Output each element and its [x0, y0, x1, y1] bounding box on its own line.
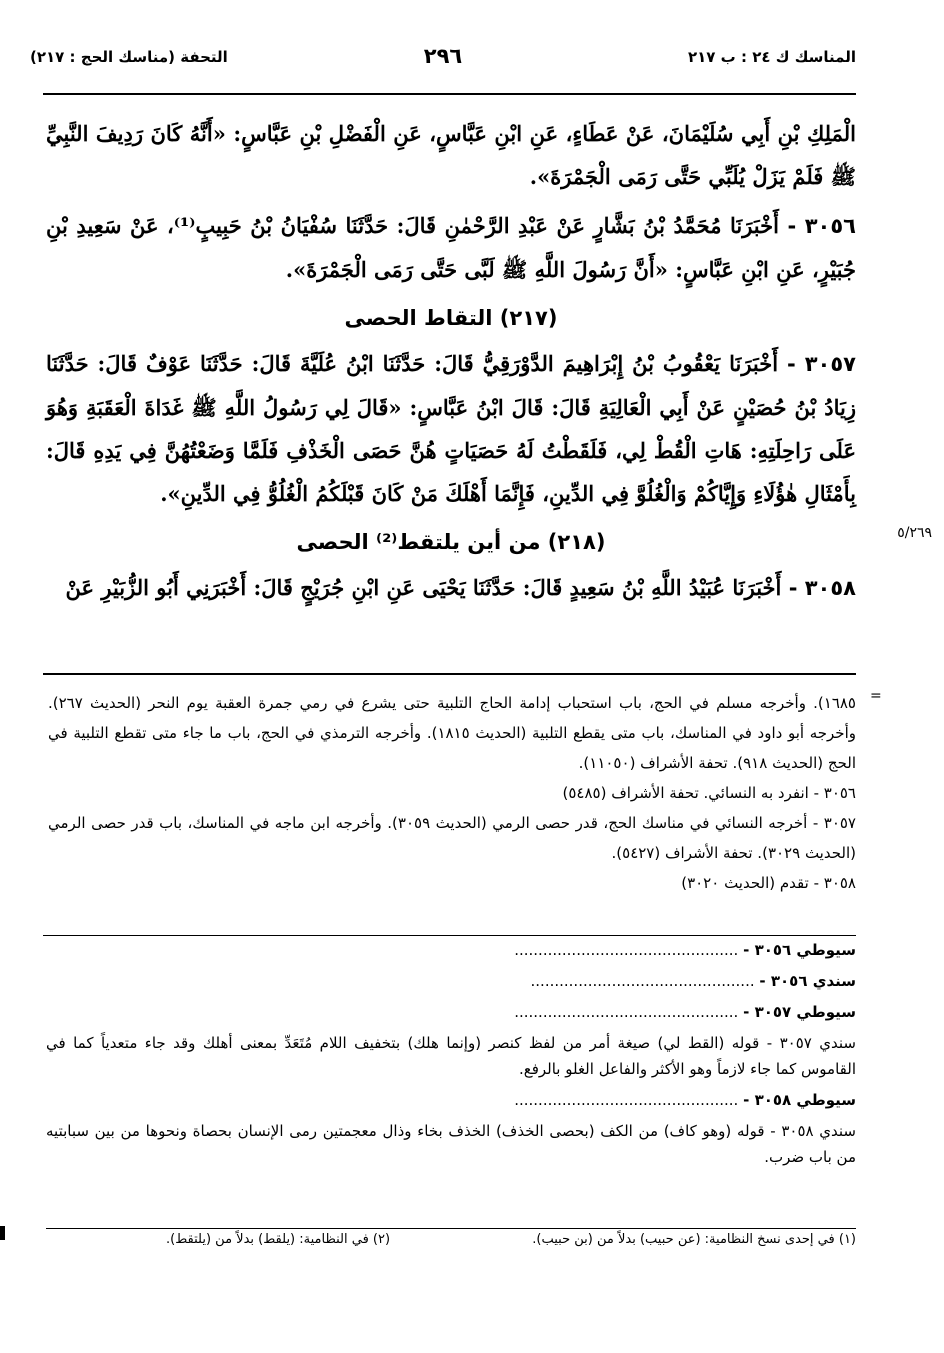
commentary-entry	[46, 937, 856, 963]
continuation-mark: =	[870, 688, 882, 704]
hadith-3056	[46, 204, 856, 291]
hadith-3057	[46, 342, 856, 515]
main-text	[46, 112, 856, 616]
hadith-3058	[46, 566, 856, 610]
header-chapter-ref: المناسك ك ٢٤ : ب ٢١٧	[687, 48, 856, 66]
commentary-label: سندي ٣٠٥٦ -	[759, 972, 856, 990]
chapter-heading-218: (٢١٨) من أين يلتقط⁽²⁾ الحصى	[296, 530, 606, 554]
footnote-rule	[46, 1228, 856, 1229]
commentary-entry: سندي ٣٠٥٨ - قوله (وهو كاف) من الكف (بحصى الخذف) الخذف بخاء وذال معجمتين رمى الإنسان بحصاة ونحوها من بين سبابتيه من باب ضرب.	[46, 1122, 856, 1166]
footnote-1: (١) في إحدى نسخ النظامية: (عن حبيب) بدلاً من (بن حبيب).	[532, 1232, 856, 1247]
leader-dots: ...............................................	[530, 972, 755, 990]
commentary-entry: سندي ٣٠٥٧ - قوله (القط لي) صيغة أمر من لفظ كنصر (وإنما هلك) بتخفيف اللام مُتَعَدِّ بمعنى أهلك وقد جاء متعدياً كما في القاموس كما جاء لازماً وهو الأكثر والفاعل الغلو بالرفع.	[46, 1034, 856, 1078]
isnad-text: أَخْبَرَنَا عُبَيْدُ اللَّهِ بْنُ سَعِيدٍ قَالَ: حَدَّثَنَا يَحْيَى عَنِ ابْنِ جُرَيْجٍ قَالَ: أَخْبَرَنِي أَبُو الزُّبَيْرِ عَنْ	[65, 575, 782, 600]
leader-dots: ...............................................	[514, 1003, 739, 1021]
commentary-rule	[43, 935, 856, 936]
commentary-entry	[46, 999, 856, 1025]
commentary-entry	[46, 968, 856, 994]
footnote-2: (٢) في النظامية: (يلقط) بدلاً من (يلتقط).	[166, 1232, 391, 1247]
commentary-section	[46, 937, 856, 1175]
matn-quote: «أَنَّ رَسُولَ اللَّهِ ﷺ لَبَّى حَتَّى رَمَى الْجَمْرَةَ».	[285, 257, 668, 282]
header-rule	[43, 93, 856, 95]
hadith-number: ٣٠٥٨ -	[788, 576, 856, 600]
takhrij-note: ١٦٨٥). وأخرجه مسلم في الحج، باب استحباب إدامة الحاج التلبية حتى يشرع في رمي جمرة العقبة يوم النحر (الحديث ٢٦٧). وأخرجه أبو داود في المناسك، باب متى يقطع التلبية (الحديث ١٨١٥). وأخرجه الترمذي في الحج، باب ما جاء متى تقطع التلبية في الحج (الحديث ٩١٨). تحفة الأشراف (١١٠٥٠).	[48, 694, 856, 772]
matn-quote: «قَالَ لِي رَسُولُ اللَّهِ ﷺ غَدَاةَ الْعَقَبَةِ وَهُوَ عَلَى رَاحِلَتِهِ: هَاتِ الْقُطْ لِي، فَلَقَطْتُ لَهُ حَصَيَاتٍ هُنَّ حَصَى الْخَذْفِ فَلَمَّا وَضَعْتُهُنَّ فِي يَدِهِ قَالَ: بِأَمْثَالِ هٰؤُلَاءِ وَإِيَّاكُمْ وَالْغُلُوَّ فِي الدِّينِ، فَإِنَّمَا أَهْلَكَ مَنْ كَانَ قَبْلَكُمُ الْغُلُوُّ فِي الدِّينِ».	[46, 395, 856, 506]
commentary-label: سيوطي ٣٠٥٧ -	[743, 1003, 856, 1021]
chapter-heading-217: (٢١٧) التقاط الحصى	[344, 306, 558, 330]
margin-reference: ٥/٢٦٩	[897, 525, 932, 541]
isnad-text: أَخْبَرَنَا يَعْقُوبُ بْنُ إِبْرَاهِيمَ الدَّوْرَقِيُّ قَالَ: حَدَّثَنَا ابْنُ عُلَيَّةَ قَالَ: حَدَّثَنَا عَوْفٌ قَالَ: حَدَّثَنَا زِيَادُ بْنُ حُصَيْنٍ عَنْ أَبِي الْعَالِيَةِ قَالَ: قَالَ ابْنُ عَبَّاسٍ:	[46, 351, 857, 420]
scan-edge-mark	[0, 1226, 5, 1240]
isnad-text: الْمَلِكِ بْنِ أَبِي سُلَيْمَانَ، عَنْ عَطَاءٍ، عَنِ ابْنِ عَبَّاسٍ، عَنِ الْفَضْلِ بْنِ عَبَّاسٍ:	[233, 121, 857, 146]
running-header	[30, 40, 856, 76]
takhrij-note: ٣٠٥٧ - أخرجه النسائي في مناسك الحج، قدر حصى الرمي (الحديث ٣٠٥٩). وأخرجه ابن ماجه في المناسك، باب قدر حصى الرمي (الحديث ٣٠٢٩). تحفة الأشراف (٥٤٢٧).	[48, 814, 856, 862]
matn-quote: «أَنَّهُ كَانَ رَدِيفَ النَّبِيِّ ﷺ فَلَمْ يَزَلْ يُلَبِّي حَتَّى رَمَى الْجَمْرَةَ».	[46, 121, 856, 189]
takhrij-note: ٣٠٥٨ - تقدم (الحديث ٣٠٢٠)	[681, 874, 856, 892]
commentary-entry	[46, 1087, 856, 1113]
leader-dots: ...............................................	[514, 1091, 739, 1109]
header-tuhfa-ref: التحفة (مناسك الحج : ٢١٧)	[30, 48, 228, 66]
hadith-number: ٣٠٥٧ -	[787, 352, 857, 376]
isnad-text: أَخْبَرَنَا مُحَمَّدُ بْنُ بَشَّارٍ عَنْ عَبْدِ الرَّحْمٰنِ قَالَ: حَدَّثَنَا سُفْيَانُ بْنُ حَبِيبٍ⁽¹⁾، عَنْ سَعِيدِ بْنِ جُبَيْرٍ، عَنِ ابْنِ عَبَّاسٍ:	[46, 213, 856, 282]
hadith-continuation	[46, 112, 856, 198]
commentary-label: سيوطي ٣٠٥٨ -	[743, 1091, 856, 1109]
hadith-number: ٣٠٥٦ -	[787, 214, 857, 238]
commentary-label: سيوطي ٣٠٥٦ -	[743, 941, 856, 959]
takhrij-rule	[43, 673, 856, 675]
leader-dots: ...............................................	[514, 941, 739, 959]
page-number: ٢٩٦	[423, 44, 463, 68]
takhrij-notes	[48, 688, 856, 898]
takhrij-note: ٣٠٥٦ - انفرد به النسائي. تحفة الأشراف (٥٤٨٥)	[562, 784, 856, 802]
